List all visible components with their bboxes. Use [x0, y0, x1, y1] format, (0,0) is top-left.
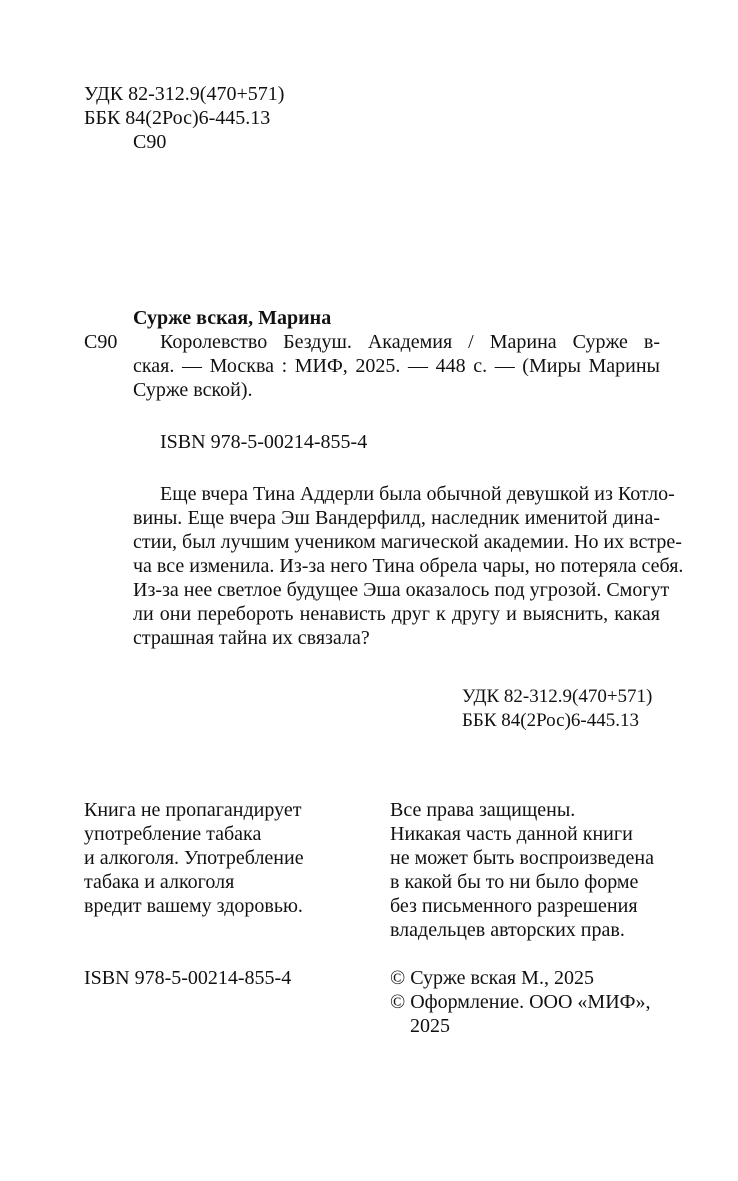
- isbn-bottom: ISBN 978-5-00214-855-4: [84, 967, 292, 989]
- author-mark-top: С90: [133, 131, 167, 153]
- rights-notice-line: без письменного разрешения: [390, 895, 638, 917]
- bbk-code-top: ББК 84(2Рос)6-445.13: [84, 107, 271, 129]
- health-notice-line: употребление табака: [84, 823, 262, 845]
- rights-notice-line: не может быть воспроизведена: [390, 847, 654, 869]
- health-notice-line: табака и алкоголя: [84, 871, 235, 893]
- annotation-line-3: стии, был лучшим учеником магической академии. Но их встре-: [133, 531, 682, 553]
- rights-notice: [390, 798, 654, 942]
- health-notice: [84, 798, 304, 918]
- author-heading: Сурже вская, Марина: [133, 307, 332, 329]
- udk-code-bottom: УДК 82-312.9(470+571): [462, 686, 653, 707]
- author-mark-entry: С90: [84, 331, 118, 353]
- annotation-line-5: Из-за нее светлое будущее Эша оказалось под угрозой. Смогут: [133, 579, 670, 601]
- description-line-3: Сурже вской).: [133, 379, 253, 401]
- health-notice-line: вредит вашему здоровью.: [84, 895, 303, 917]
- copyright-line-1: © Сурже вская М., 2025: [390, 967, 594, 989]
- health-notice-line: Книга не пропагандирует: [84, 799, 302, 821]
- annotation-line-6: ли они перебороть ненависть друг к другу и выяснить, какая: [133, 603, 660, 625]
- bbk-code-bottom: ББК 84(2Рос)6-445.13: [462, 710, 639, 731]
- annotation-line-1: Еще вчера Тина Аддерли была обычной девушкой из Котло-: [160, 483, 675, 505]
- annotation-line-4: ча все изменила. Из-за него Тина обрела чары, но потеряла себя.: [133, 555, 684, 577]
- copyright-line-2: © Оформление. ООО «МИФ»,: [390, 991, 651, 1013]
- rights-notice-line: Все права защищены.: [390, 799, 576, 821]
- annotation-line-7: страшная тайна их связала?: [133, 627, 370, 649]
- rights-notice-line: в какой бы то ни было форме: [390, 871, 639, 893]
- udk-code-top: УДК 82-312.9(470+571): [84, 83, 285, 105]
- health-notice-line: и алкоголя. Употребление: [84, 847, 304, 869]
- rights-notice-line: Никакая часть данной книги: [390, 823, 633, 845]
- description-line-1: Королевство Бездуш. Академия / Марина Сурже в-: [160, 331, 660, 353]
- isbn-entry: ISBN 978-5-00214-855-4: [160, 431, 368, 453]
- description-line-2: ская. — Москва : МИФ, 2025. — 448 с. — (Миры Марины: [133, 355, 660, 377]
- rights-notice-line: владельцев авторских прав.: [390, 919, 625, 941]
- annotation-line-2: вины. Еще вчера Эш Вандерфилд, наследник именитой дина-: [133, 507, 660, 529]
- copyright-line-3: 2025: [410, 1015, 450, 1037]
